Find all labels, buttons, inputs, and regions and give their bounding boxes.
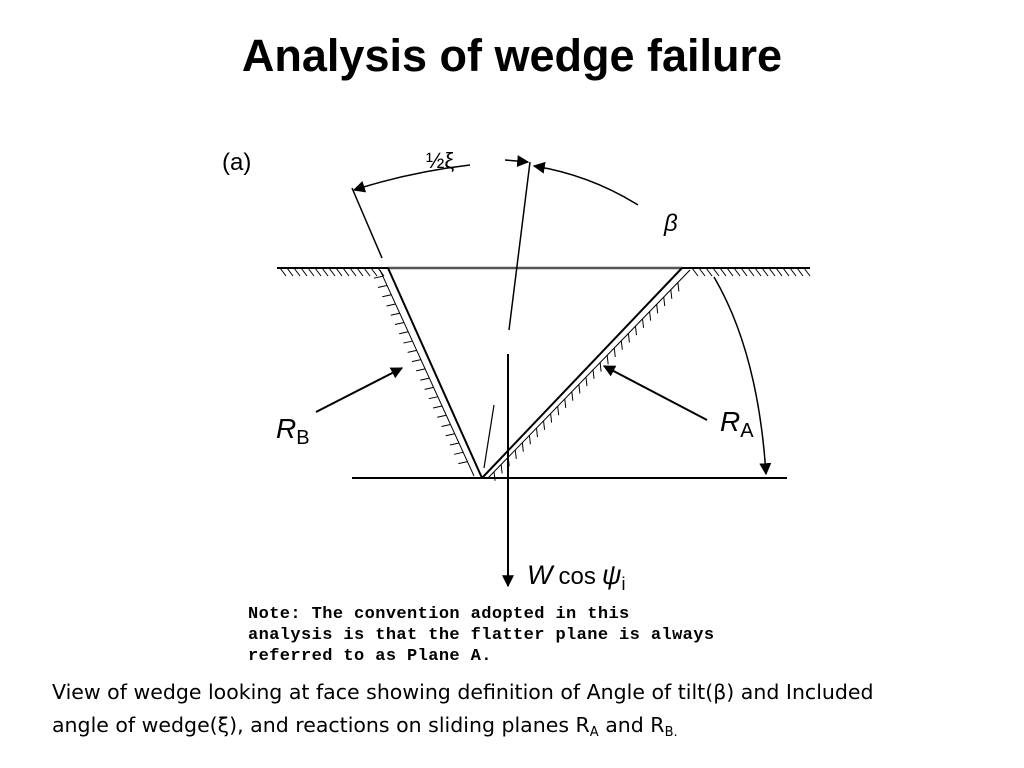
note-line-1: Note: The convention adopted in this (248, 605, 630, 624)
hatch-tick (650, 312, 651, 321)
hatch-tick (382, 295, 391, 297)
hatch-tick (391, 313, 400, 315)
hatch-tick (301, 268, 307, 276)
hatch-tick (399, 332, 408, 334)
hatch-tick (458, 462, 467, 464)
hatch-tick (387, 304, 396, 306)
hatch-tick (371, 268, 377, 276)
page-title: Analysis of wedge failure (241, 30, 783, 81)
hatch-tick (433, 406, 442, 408)
hatch-tick (586, 377, 587, 386)
hatch-tick (797, 268, 803, 276)
half-xi-label: ½ξ (426, 148, 455, 173)
weight-label: W $\cos \psi_i$ (527, 560, 626, 594)
hatch-tick (294, 268, 300, 276)
beta-arc-top (534, 166, 638, 205)
hatch-tick (769, 268, 775, 276)
hatch-tick (762, 268, 768, 276)
hatch-tick (600, 363, 601, 372)
hatch-tick (734, 268, 740, 276)
ra-label: $R_A$ (720, 406, 754, 442)
hatch-tick (699, 268, 705, 276)
rb-label: $R_B$ (276, 413, 310, 449)
hatch-tick (776, 268, 782, 276)
hatch-tick (755, 268, 761, 276)
hatch-tick (565, 399, 566, 408)
hatch-tick (529, 435, 530, 444)
hatch-tick (442, 425, 451, 427)
hatch-tick (336, 268, 342, 276)
hatch-tick (720, 268, 726, 276)
caption-line-2: angle of wedge(ξ), and reactions on sliding planes $R_A$ and $R_{B.}$ (52, 713, 678, 740)
ra-arrow (604, 366, 707, 420)
half-xi-arrow-right (505, 160, 528, 162)
hatch-tick (593, 370, 594, 379)
hatch-tick (706, 268, 712, 276)
hatch-tick (783, 268, 789, 276)
hatch-tick (287, 268, 293, 276)
hatch-tick (628, 333, 629, 342)
hatch-tick (558, 406, 559, 415)
hatch-tick (579, 384, 580, 393)
hatch-tick (378, 285, 387, 287)
hatch-tick (804, 268, 810, 276)
note-line-3: referred to as Plane A. (248, 647, 492, 666)
hatch-tick (357, 268, 363, 276)
hatch-tick (727, 268, 733, 276)
hatch-tick (454, 452, 463, 454)
hatch-tick (621, 341, 622, 350)
beta-arc (714, 277, 766, 474)
hatch-tick (315, 268, 321, 276)
hatch-tick (429, 397, 438, 399)
hatch-tick (329, 268, 335, 276)
hatch-tick (408, 350, 417, 352)
hatch-tick (501, 464, 502, 473)
hatch-tick (280, 268, 286, 276)
hatch-tick (551, 414, 552, 423)
wedge-bisector-line (509, 162, 530, 330)
beta-label: β (664, 210, 678, 237)
hatch-tick (664, 297, 665, 306)
hatch-tick (678, 282, 679, 291)
hatch-tick (536, 428, 537, 437)
hatch-tick (635, 326, 636, 335)
hatch-tick (420, 378, 429, 380)
wedge-faces (380, 268, 690, 478)
hatch-tick (671, 290, 672, 299)
hatch-tick (643, 319, 644, 328)
hatch-tick (437, 415, 446, 417)
hatch-tick (416, 369, 425, 371)
hatch-tick (692, 268, 698, 276)
hatch-tick (403, 341, 412, 343)
note-line-2: analysis is that the flatter plane is always (248, 626, 715, 645)
hatch-tick (322, 268, 328, 276)
hatch-tick (515, 450, 516, 459)
hatch-tick (741, 268, 747, 276)
panel-label: (a) (222, 149, 252, 176)
hatch-tick (657, 304, 658, 313)
hatch-tick (446, 434, 455, 436)
hatch-tick (494, 472, 495, 481)
bisector-lower (484, 405, 494, 468)
hatch-tick (343, 268, 349, 276)
hatch-tick (364, 268, 370, 276)
figure-caption (52, 676, 1002, 742)
hatch-tick (607, 355, 608, 364)
hatch-tick (572, 392, 573, 401)
hatch-tick (790, 268, 796, 276)
hatch-tick (374, 276, 383, 278)
hatch-tick (450, 443, 459, 445)
face-b-extension (352, 188, 382, 258)
hatch-tick (614, 348, 615, 357)
hatch-tick (425, 387, 434, 389)
caption-line-1: View of wedge looking at face showing definition of Angle of tilt(β) and Included (52, 680, 874, 704)
hatch-tick (522, 443, 523, 452)
face-hatching (374, 276, 679, 481)
hatch-tick (544, 421, 545, 430)
hatch-tick (713, 268, 719, 276)
rb-arrow (316, 368, 402, 412)
hatch-tick (395, 323, 404, 325)
hatch-tick (308, 268, 314, 276)
hatch-tick (350, 268, 356, 276)
hatch-tick (748, 268, 754, 276)
hatch-tick (412, 360, 421, 362)
